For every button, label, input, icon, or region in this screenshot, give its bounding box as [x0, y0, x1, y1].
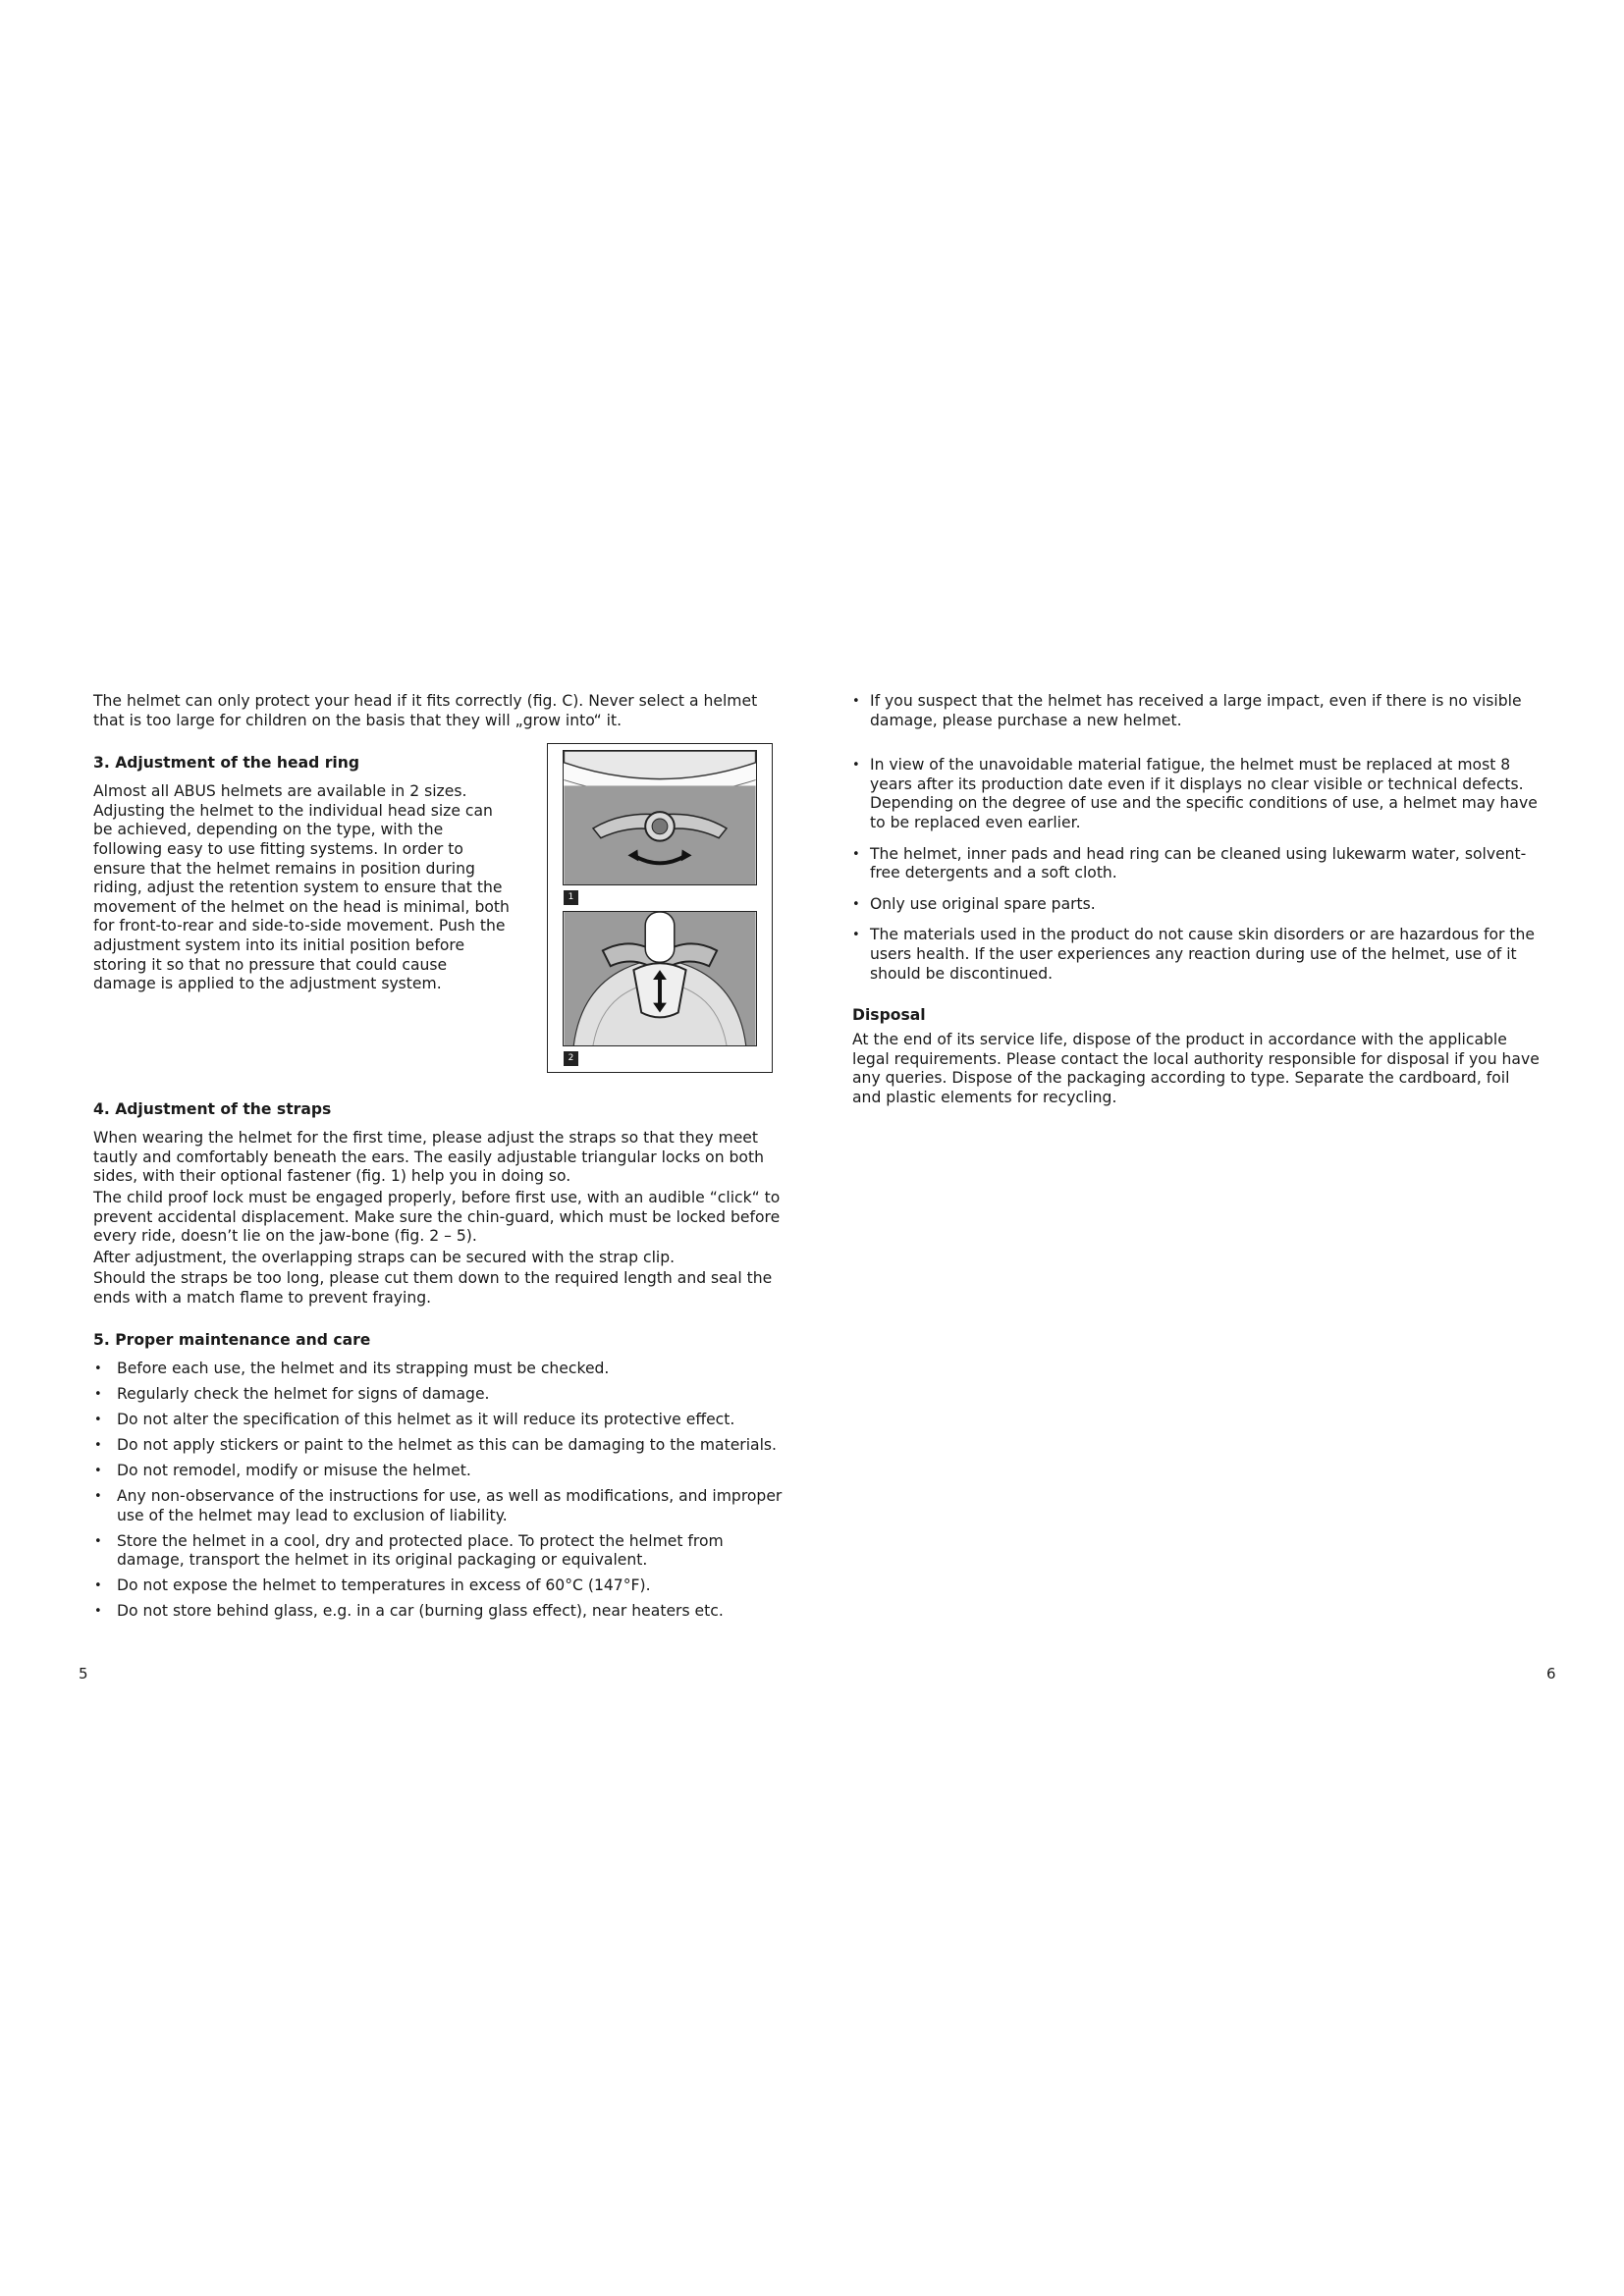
strap-lock-illustration — [564, 912, 756, 1045]
section-disposal — [852, 1005, 1540, 1107]
section-head-ring — [93, 753, 790, 1082]
list-item: • Before each use, the helmet and its strapping must be checked. — [93, 1360, 790, 1379]
left-page — [93, 692, 790, 1629]
disposal-heading: Disposal — [852, 1006, 926, 1025]
list-item: • Only use original spare parts. — [852, 895, 1540, 915]
figure-panel — [547, 743, 773, 1073]
care-list-continued — [852, 692, 1540, 984]
section-straps — [93, 1099, 790, 1308]
section4-paragraph-2: The child proof lock must be engaged properly, before first use, with an audible “click“ to prevent accidental displacement. Make sure the chin-guard, which must be locked before every ride, doesn’t lie on the jaw-bone (fig. 2 – 5). — [93, 1188, 781, 1246]
list-item: • Do not store behind glass, e.g. in a car (burning glass effect), near heaters etc. — [93, 1602, 790, 1622]
list-item: • The materials used in the product do not cause skin disorders or are hazardous for the users health. If the user experiences any reaction during use of the helmet, use of it should be discontinued. — [852, 926, 1540, 984]
disposal-body: At the end of its service life, dispose of the product in accordance with the applicable legal requirements. Please contact the local authority responsible for disposal if you have any queries. Dispose of the packaging according to type. Separate the cardboard, foil and plastic elements for recycling. — [852, 1031, 1540, 1106]
section4-paragraph-4: Should the straps be too long, please cut them down to the required length and seal the ends with a match flame to prevent fraying. — [93, 1269, 773, 1307]
list-item: • In view of the unavoidable material fatigue, the helmet must be replaced at most 8 years after its production date even if it displays no clear visible or technical defects. Depending on the degree of use and the specific conditions of use, a helmet may have to be replaced even earlier. — [852, 756, 1540, 832]
figure-2-label: 2 — [564, 1051, 578, 1066]
section-maintenance — [93, 1330, 790, 1623]
section5-heading: 5. Proper maintenance and care — [93, 1330, 371, 1349]
page-number-right: 6 — [1546, 1665, 1556, 1682]
section3-body: Almost all ABUS helmets are available in 2 sizes. Adjusting the helmet to the individual head size can be achieved, depending on the type, with the following easy to use fitting systems. In order to ensure that the helmet remains in position during riding, adjust the retention system to ensure that the movement of the helmet on the head is minimal, both for front-to-rear and side-to-side movement. Push the adjustment system into its initial position before storing it so that no pressure that could cause damage is applied to the adjustment system. — [93, 782, 510, 993]
maintenance-list — [93, 1360, 790, 1623]
figure-1-head-ring-dial — [563, 750, 757, 885]
list-item: • Do not expose the helmet to temperatures in excess of 60°C (147°F). — [93, 1576, 790, 1596]
list-item: • If you suspect that the helmet has received a large impact, even if there is no visible damage, please purchase a new helmet. — [852, 692, 1540, 730]
list-item: • Do not alter the specification of this helmet as it will reduce its protective effect. — [93, 1411, 790, 1430]
intro-paragraph: The helmet can only protect your head if it fits correctly (fig. C). Never select a helmet that is too large for children on the basis that they will „grow into“ it. — [93, 692, 758, 729]
list-item: • Regularly check the helmet for signs of damage. — [93, 1385, 790, 1405]
section4-paragraph-3: After adjustment, the overlapping straps can be secured with the strap clip. — [93, 1248, 676, 1266]
list-item: • Do not apply stickers or paint to the helmet as this can be damaging to the materials. — [93, 1436, 790, 1456]
list-item: • The helmet, inner pads and head ring can be cleaned using lukewarm water, solvent-free detergents and a soft cloth. — [852, 845, 1540, 883]
right-page — [852, 692, 1540, 1108]
list-item: • Do not remodel, modify or misuse the helmet. — [93, 1462, 790, 1481]
list-item: • Any non-observance of the instructions for use, as well as modifications, and improper use of the helmet may lead to exclusion of liability. — [93, 1487, 790, 1525]
section3-heading: 3. Adjustment of the head ring — [93, 754, 360, 773]
figure-1-label: 1 — [564, 890, 578, 905]
head-ring-dial-illustration — [564, 751, 756, 884]
section4-heading: 4. Adjustment of the straps — [93, 1100, 332, 1119]
figure-2-strap-lock — [563, 911, 757, 1046]
list-item: • Store the helmet in a cool, dry and protected place. To protect the helmet from damage, transport the helmet in its original packaging or equivalent. — [93, 1532, 790, 1571]
page-number-left: 5 — [79, 1665, 88, 1682]
section4-paragraph-1: When wearing the helmet for the first time, please adjust the straps so that they meet tautly and comfortably beneath the ears. The easily adjustable triangular locks on both sides, with their optional fastener (fig. 1) help you in doing so. — [93, 1129, 764, 1186]
